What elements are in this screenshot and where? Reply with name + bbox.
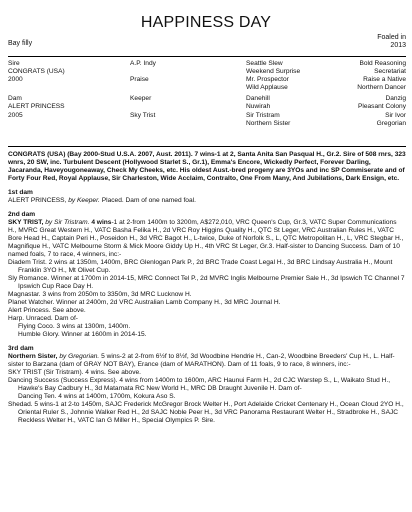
sire-note: CONGRATS (USA) (Bay 2000-Stud U.S.A. 2007, Aust. 2011). 7 wins-1 at 2, Santa Anita San Pasqual H., Gr.2. Sire of 508 rnrs, 323 wnrs, 20 SW, inc. Turbulent Descent (Hollywood Starlet S., Gr.1), Emma's Encore, Wickedly Perfect, Forever Darling, Jacaranda, Haveyougoneaway, Check My Cheeks, etc. His oldest Aust.-bred progeny are 3YOs and inc SP Commiserate and of Forty Four Red, Royal Applause, Sir Charleston, Wide Acclaim, Contralto, One From Many, And Jubilations, Dark Ensign, etc. [8,151,406,182]
second-dam-entry [8,219,406,259]
first-dam-name: ALERT PRINCESS, [8,197,67,204]
third-dam-by: by Gregorian. [59,353,100,360]
pedigree-cell: Dam [8,95,22,103]
progeny-line: Planet Watcher. Winner at 2400m, 2d VRC Australian Lamb Company H., 3d MRC Journal H. [8,299,281,306]
second-dam-heading: 2nd dam [8,211,36,218]
pedigree-cell: Mr. Prospector [246,76,289,84]
pedigree-cell: Bold Reasoning [359,60,406,67]
pedigree-row [8,112,406,120]
pedigree-row [8,60,406,68]
pedigree-cell: Sir Ivor [385,111,406,119]
progeny-line: SKY TRIST (Sir Tristram). 4 wins. See above. [8,369,142,376]
pedigree-cell: CONGRATS (USA) [8,68,65,76]
progeny-line: Alert Princess. See above. [8,307,86,314]
pedigree-divider [8,146,406,147]
second-dam-summary: 4 wins [91,219,112,226]
horse-sex: Bay filly [8,40,33,47]
first-dam-heading: 1st dam [8,189,33,196]
foaled-label: Foaled in [377,34,406,41]
pedigree-cell: Raise a Native [363,76,406,84]
pedigree-cell: Danehill [246,95,270,103]
third-dam-text: 5 wins-2 at 2-from 6½f to 8½f, 3d Woodbine Hendrie H., Can-2, Woodbine Breeders' Cup H., L. Half-sister to Barzana (dam of GRAY NOT BAY), Erance (dam of MARATHON). Dam of 11 foals, 9 to race, 8 winners, inc:- [8,353,395,368]
pedigree-cell: Sir Tristram [246,111,280,119]
pedigree-cell: 2005 [8,111,23,119]
progeny-line: Harp. Unraced. Dam of- [8,315,78,322]
progeny-line: Humble Glory. Winner at 1600m in 2014-15. [18,331,147,338]
pedigree-cell: Secretariat [374,68,406,76]
pedigree-cell: Sire [8,60,20,67]
second-dam-text: -1 at 2-from 1400m to 3200m, A$272,010, VRC Queen's Cup, Gr.3, VATC Super Communications H., MVRC Great Western H., VATC Basha Felika H., 2d VRC Roy Higgins Quality H., QTC St Leger, VRC Australian Rules H., VATC Bore Head H., Captain Peri H., Poseidon H., 3d VRC Bagot H., L-twice, Duke of Norfolk S., L, QTC Metropolitan H., L, VRC Stegbar H., Magnifique H., VATC Melbourne Storm & Mick Moore Giddy Up H., 4th VRC St Leger, Gr.3. Half-sister to Dancing Success. Dam of 10 named foals, 7 to race, 4 winners, inc:- [8,219,404,258]
pedigree-cell: Nuwirah [246,103,271,111]
third-dam-entry [8,353,406,369]
pedigree-row [8,84,406,92]
first-dam-text: Placed. Dam of one named foal. [99,197,196,204]
third-dam-name: Northern Sister, [8,353,58,360]
pedigree-cell: Danzig [385,95,406,103]
progeny-line: Dancing Success (Success Express). 4 wins from 1400m to 1600m, ARC Haunui Farm H., 2d CJC Warstep S., L, Waikato Stud H., Hawke's Bay Cadbury H., 3d Matamata RC New World H., MRC DB Draught Juvenile H. Dam of- [8,377,391,392]
foaled-info [377,34,406,50]
pedigree-cell: Keeper [130,95,152,103]
pedigree-cell: ALERT PRINCESS [8,103,65,111]
pedigree-cell: Wild Applause [246,84,288,92]
progeny-line: Shedad. 5 wins-1 at 2-to 1450m, SAJC Frederick McGregor Brock Welter H., Port Adelaide Cricket Centenary H., Ocean Cloud 2YO H., Oriental Ruler S., Johnnie Walker Red H., 2d SAJC Noble Peer H., 3d VRC Panorama Restaurant Welter H., Stradbroke H., SAJC Reckless Welter H., VATC Ian G Miller H., Special Olympics P. Sire. [8,401,404,424]
pedigree-cell: Seattle Slew [246,60,283,67]
pedigree-cell: A.P. Indy [130,60,156,67]
progeny-line: Diadem Trist. 2 wins at 1350m, 1400m, BRC Glenlogan Park P., 2d BRC Trade Coast Legal H., 3d BRC Lindsay Australia H., Mount Franklin 3YO H., Mt Olivet Cup. [8,259,393,274]
pedigree-cell: Pleasant Colony [357,103,406,111]
pedigree-cell: Sky Trist [130,111,156,119]
pedigree-cell: Weekend Surprise [246,68,301,76]
pedigree-cell: Gregorian [376,119,406,127]
pedigree-row [8,76,406,84]
top-divider [8,56,406,57]
pedigree-row [8,120,406,128]
pedigree-cell: Northern Sister [246,119,291,127]
horse-name-title: HAPPINESS DAY [140,14,272,31]
progeny-line: Dancing Ten. 4 wins at 1400m, 1700m, Kokura Aso S. [18,393,176,400]
pedigree-table [8,60,406,128]
pedigree-cell: 2000 [8,76,23,84]
pedigree-row [8,103,406,111]
first-dam-by: by Keeper. [68,197,100,204]
pedigree-cell: Northern Dancer [357,84,406,92]
second-dam-name: SKY TRIST, [8,219,44,226]
third-dam-heading: 3rd dam [8,345,34,352]
progeny-line: Flying Coco. 3 wins at 1300m, 1400m. [18,323,131,330]
second-dam-by: by Sir Tristram. [45,219,90,226]
progeny-line: Magnastar. 3 wins from 2050m to 3350m, 3d MRC Lucknow H. [8,291,192,298]
pedigree-cell: Praise [130,76,149,84]
first-dam-entry [8,197,406,205]
pedigree-row [8,95,406,103]
pedigree-row [8,68,406,76]
foaled-year: 2013 [390,42,406,49]
catalogue-body [8,151,406,425]
progeny-line: Sly Romance. Winner at 1700m in 2014-15, MRC Connect Tel P., 2d MVRC Inglis Melbourne Premier Sale H., 3d Ipswich TC Channel 7 Ipswich Cup Race Day H. [8,275,405,290]
